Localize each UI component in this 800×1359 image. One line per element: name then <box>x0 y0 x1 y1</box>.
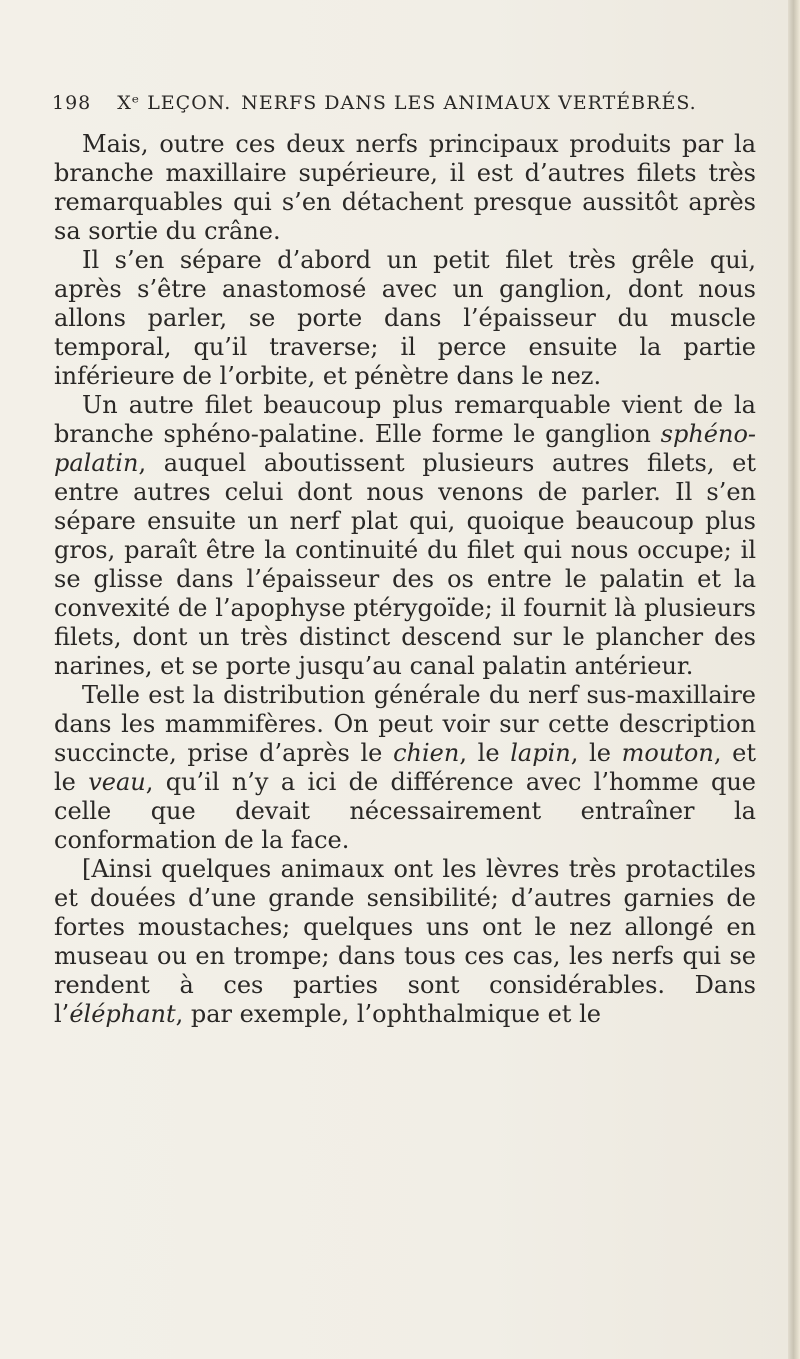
italic-term: lapin <box>510 739 571 767</box>
italic-term: éléphant <box>69 1000 176 1028</box>
italic-term: chien <box>393 739 460 767</box>
text-span: , et le <box>54 739 757 796</box>
text-span: , auquel aboutissent plusieurs autres filets, et entre autres celui dont nous venons de parler. Il s’en sépare ensuite un nerf plat qui, quoique beaucoup plus gros, paraît être la continuité du filet qui nous occupe; il se glisse dans l’épaisseur des os entre le palatin et la convexité de l’apophyse ptérygoïde; il fournit là plusieurs filets, dont un très distinct descend sur le plancher des narines, et se porte jusqu’au canal palatin antérieur. <box>54 449 756 680</box>
body-text <box>54 130 756 1029</box>
chapter-title: NERFS DANS LES ANIMAUX VERTÉBRÉS. <box>241 92 697 114</box>
text-span: Telle est la distribution générale du nerf sus-maxillaire dans les mammifères. On peut voir sur cette description succincte, prise d’après le <box>54 681 756 767</box>
paragraph <box>54 681 756 855</box>
text-span: , le <box>570 739 622 767</box>
text-span: , le <box>459 739 511 767</box>
italic-term: sphéno-palatin <box>54 420 756 477</box>
text-span: , par exemple, l’ophthalmique et le <box>175 1000 601 1028</box>
text-span: Mais, outre ces deux nerfs principaux produits par la branche maxillaire supérieure, il est d’autres filets très remarquables qui s’en détachent presque aussitôt après sa sortie du crâne. <box>54 130 756 245</box>
text-span: [Ainsi quelques animaux ont les lèvres très protactiles et douées d’une grande sensibilité; d’autres garnies de fortes moustaches; quelques uns ont le nez allongé en museau ou en trompe; dans tous ces cas, les nerfs qui se rendent à ces parties sont considérables. Dans l’ <box>54 855 756 1028</box>
page-edge <box>788 0 800 1359</box>
text-span: Un autre filet beaucoup plus remarquable vient de la branche sphéno-palatine. Elle forme le ganglion <box>54 391 756 448</box>
paragraph <box>54 246 756 391</box>
running-header <box>52 92 752 114</box>
text-span: , qu’il n’y a ici de différence avec l’homme que celle que devait nécessairement entraîner la conformation de la face. <box>54 768 757 854</box>
lesson-label: Xᵉ LEÇON. <box>117 92 232 114</box>
paragraph <box>54 391 756 681</box>
paragraph <box>54 855 756 1029</box>
page-number: 198 <box>52 92 92 114</box>
italic-term: mouton <box>621 739 714 767</box>
paragraph <box>54 130 756 246</box>
italic-term: veau <box>88 768 146 796</box>
text-span: Il s’en sépare d’abord un petit filet très grêle qui, après s’être anastomosé avec un ganglion, dont nous allons parler, se porte dans l’épaisseur du muscle temporal, qu’il traverse; il perce ensuite la partie inférieure de l’orbite, et pénètre dans le nez. <box>54 246 756 390</box>
